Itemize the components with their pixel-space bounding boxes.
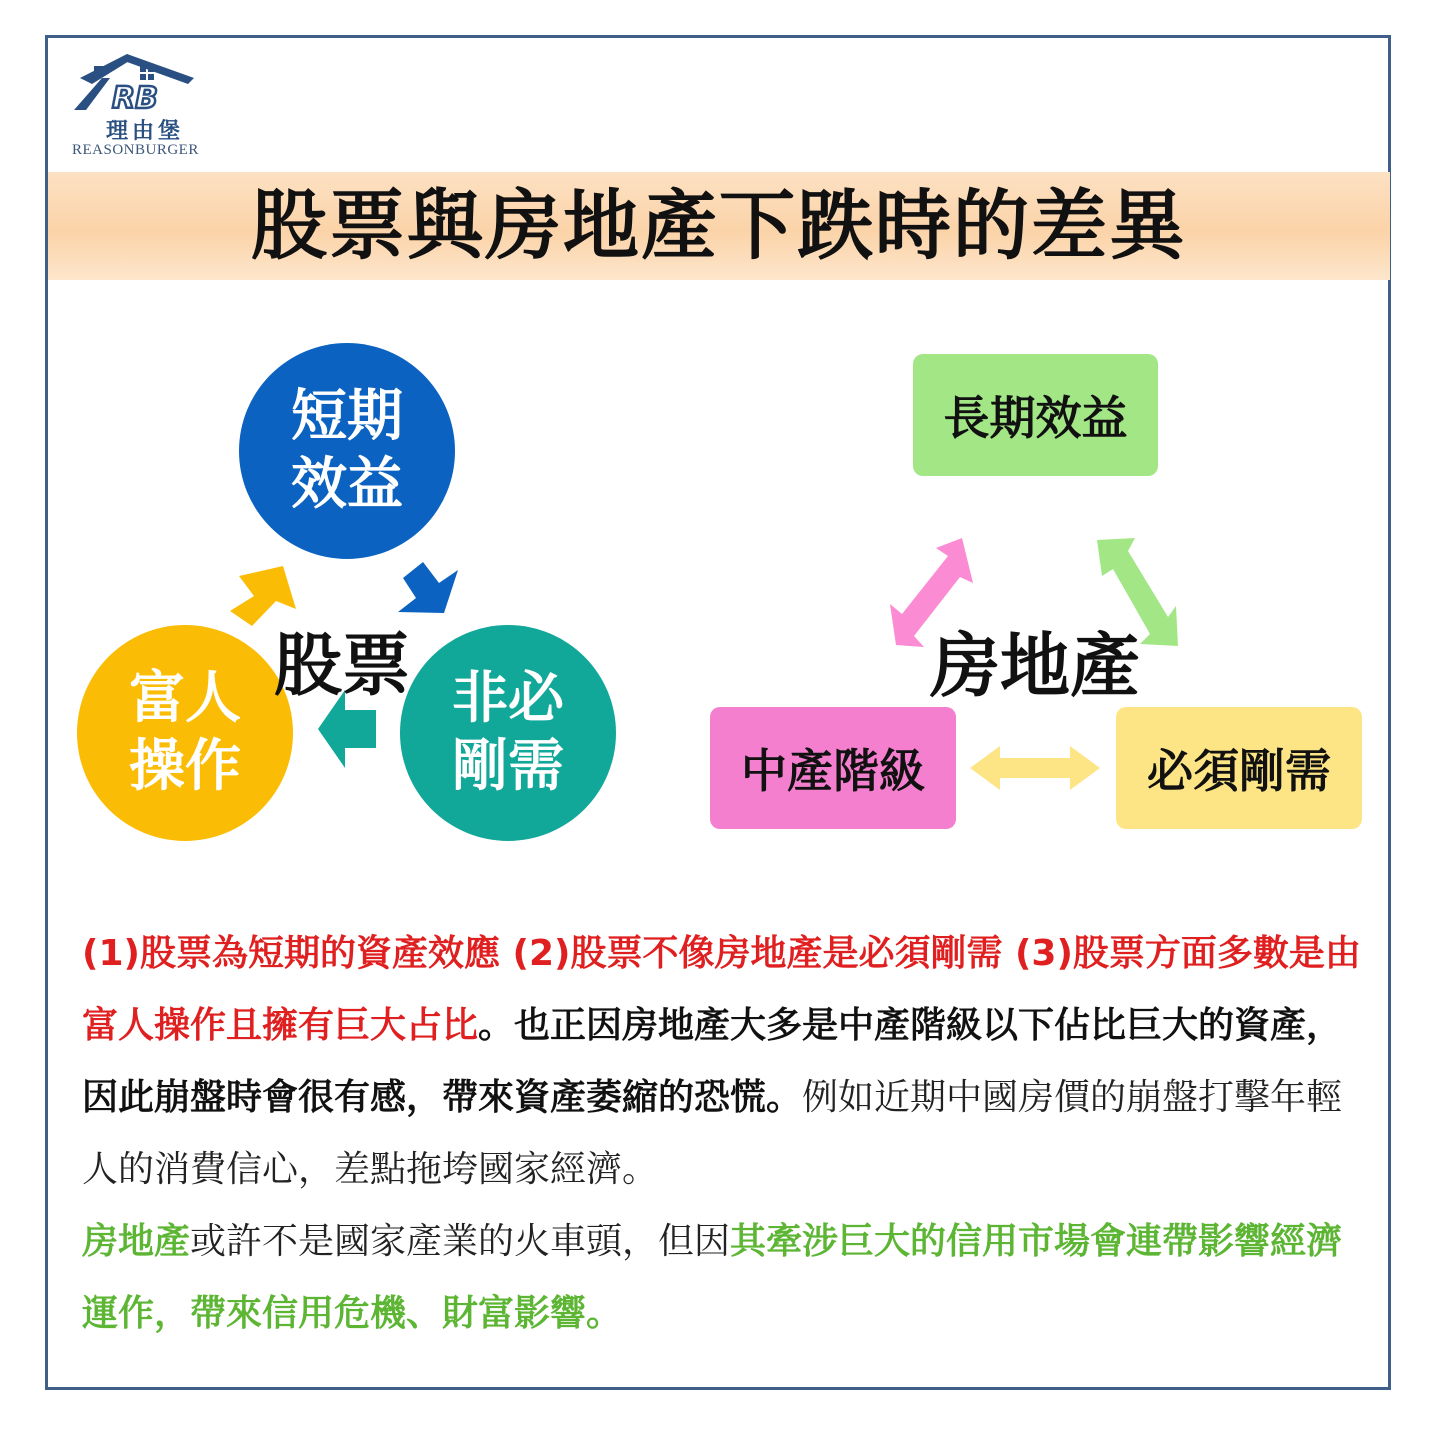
- node-rich-operation: 富人操作: [77, 625, 293, 841]
- real-estate-highlight: 房地產: [82, 1221, 191, 1262]
- stock-points-text: (1)股票為短期的資產效應 (2)股票不像房地產是必須剛需 (3)股票方面多數是由富人操作且擁有巨大占比: [82, 933, 1361, 1046]
- arrow-blue-down-icon: [398, 562, 458, 613]
- stock-center-label: 股票: [274, 627, 411, 706]
- real-estate-center-label: 房地產: [930, 625, 1140, 707]
- svg-text:RB: RB: [112, 81, 158, 116]
- node-short-term-benefit: 短期效益: [239, 343, 455, 559]
- logo-english-name: REASONBURGER: [72, 142, 199, 158]
- node-essential-need: 必須剛需: [1116, 707, 1362, 829]
- page-title: 股票與房地產下跌時的差異: [251, 181, 1187, 270]
- industry-text: 或許不是國家產業的火車頭，但因: [190, 1221, 731, 1262]
- node-middle-class: 中產階級: [710, 707, 956, 829]
- middle-class-text: 。也正因房地產大多是中產階級以下佔比巨大的資產，因此崩盤時會很有感，帶來資產萎縮的恐慌。: [82, 1005, 1343, 1118]
- node-long-term-benefit: 長期效益: [913, 354, 1158, 476]
- logo-chinese-name: 理由堡: [106, 118, 185, 144]
- china-example-text: 例如近期中國房價的崩盤打擊年輕人的消費信心，差點拖垮國家經濟。: [82, 1077, 1343, 1190]
- node-non-essential: 非必剛需: [400, 625, 616, 841]
- credit-market-text: 其牽涉巨大的信用市場會連帶影響經濟運作，帶來信用危機、財富影響。: [82, 1221, 1343, 1334]
- explanation-text: [82, 918, 1372, 1350]
- arrow-yellow-double-icon: [970, 746, 1100, 790]
